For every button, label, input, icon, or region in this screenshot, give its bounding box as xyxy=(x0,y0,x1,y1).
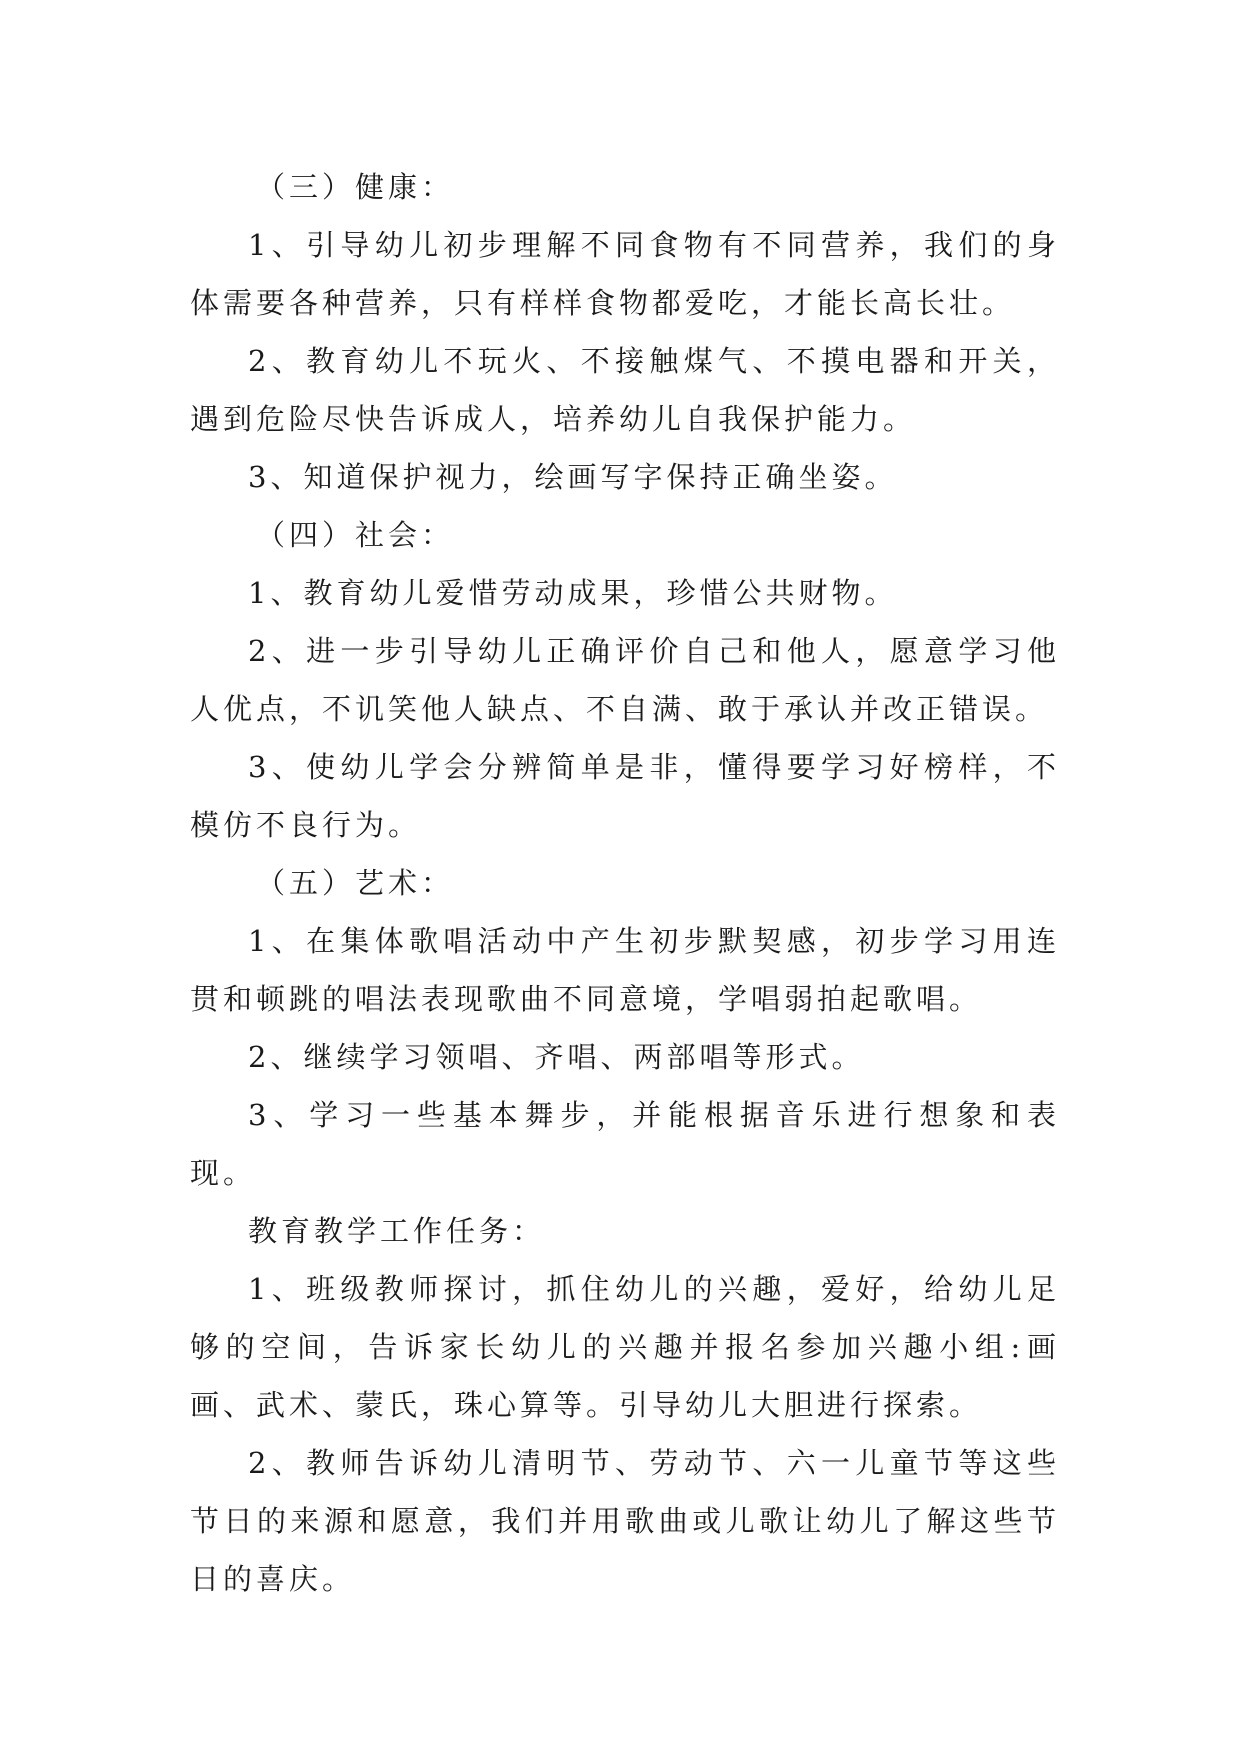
paragraph: 1、教育幼儿爱惜劳动成果，珍惜公共财物。 xyxy=(248,576,898,610)
paragraph: 2、进一步引导幼儿正确评价自己和他人，愿意学习他人优点，不讥笑他人缺点、不自满、敢于承认并改正错误。 xyxy=(190,634,1060,726)
paragraph: 1、在集体歌唱活动中产生初步默契感，初步学习用连贯和顿跳的唱法表现歌曲不同意境，学唱弱拍起歌唱。 xyxy=(190,924,1060,1016)
section-heading-tasks: 教育教学工作任务： xyxy=(248,1214,546,1248)
section-heading-art: （五）艺术： xyxy=(256,866,455,900)
document-body xyxy=(190,158,1060,1608)
paragraph: 2、教育幼儿不玩火、不接触煤气、不摸电器和开关，遇到危险尽快告诉成人，培养幼儿自我保护能力。 xyxy=(190,344,1060,436)
paragraph: 3、学习一些基本舞步，并能根据音乐进行想象和表现。 xyxy=(190,1098,1060,1190)
paragraph: 2、继续学习领唱、齐唱、两部唱等形式。 xyxy=(248,1040,865,1074)
paragraph: 3、使幼儿学会分辨简单是非，懂得要学习好榜样，不模仿不良行为。 xyxy=(190,750,1060,842)
paragraph: 3、知道保护视力，绘画写字保持正确坐姿。 xyxy=(248,460,898,494)
paragraph: 1、引导幼儿初步理解不同食物有不同营养，我们的身体需要各种营养，只有样样食物都爱吃，才能长高长壮。 xyxy=(190,228,1060,320)
section-heading-health: （三）健康： xyxy=(256,170,455,204)
paragraph: 1、班级教师探讨，抓住幼儿的兴趣，爱好，给幼儿足够的空间，告诉家长幼儿的兴趣并报名参加兴趣小组:画画、武术、蒙氏，珠心算等。引导幼儿大胆进行探索。 xyxy=(190,1272,1060,1422)
section-heading-society: （四）社会： xyxy=(256,518,455,552)
paragraph: 2、教师告诉幼儿清明节、劳动节、六一儿童节等这些节日的来源和愿意，我们并用歌曲或儿歌让幼儿了解这些节日的喜庆。 xyxy=(190,1446,1060,1596)
